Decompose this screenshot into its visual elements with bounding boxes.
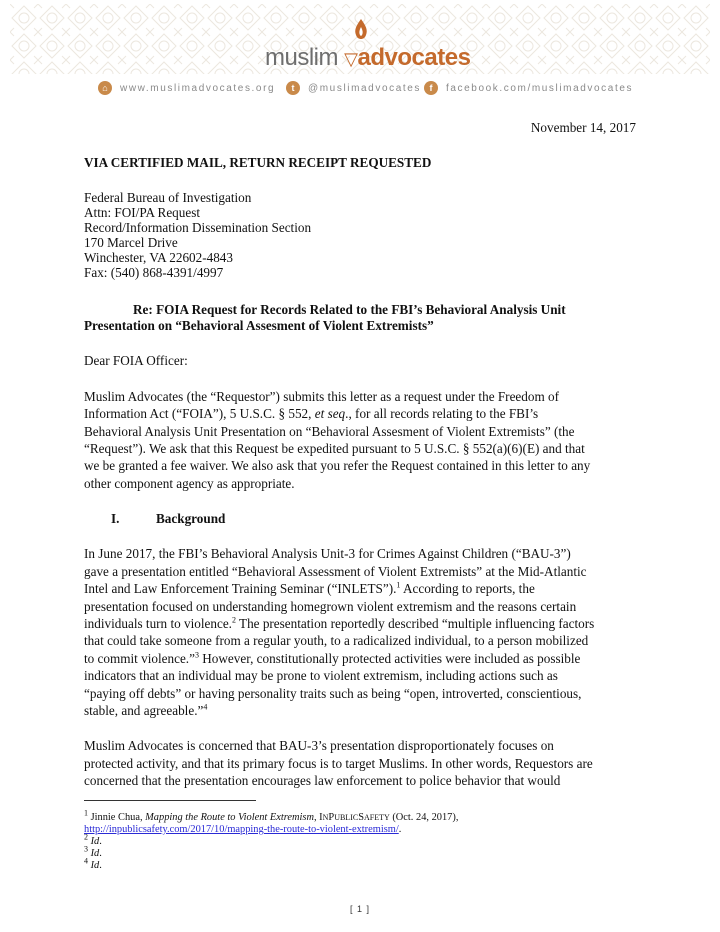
text-line: that could take someone from a regular youth, to a radicalized individual, to a person mobilized [84, 633, 589, 648]
footnote-1: $^1$ Jinnie Chua, Mapping the Route to Violent Extremism, INPUBLICSAFETY (Oct. 24, 2017), [84, 808, 459, 823]
twitter-handle[interactable]: @muslimadvocates [308, 82, 422, 94]
footnote-1-url-line: http://inpublicsafety.com/2017/10/mapping-the-route-to-violent-extremism/. [84, 824, 402, 835]
delivery-method: VIA CERTIFIED MAIL, RETURN RECEIPT REQUESTED [84, 155, 432, 170]
website-item [98, 81, 275, 95]
footnote-ref: 2 [231, 615, 236, 625]
text-line: presentation focused on understanding homegrown violent extremism and the reasons certain [84, 599, 577, 614]
text-line: gave a presentation entitled “Behavioral Assessment of Violent Extremists” at the Mid-Atlantic [84, 564, 587, 579]
facebook-icon: f [424, 81, 438, 95]
logo-advocates: advocates [357, 44, 471, 71]
footnote-separator [84, 800, 256, 801]
footnote-3: $^3$ Id. [84, 844, 102, 859]
footnote-4: $^4$ Id. [84, 856, 102, 871]
text-line: protected activity, and that its primary focus is to target Muslims. In other words, Requestors are [84, 756, 593, 771]
subject-line-2: Presentation on “Behavioral Assesment of Violent Extremists” [84, 318, 434, 333]
text-line: other component agency as appropriate. [84, 476, 295, 491]
logo-v-icon: ▽ [344, 49, 358, 69]
footnote-link[interactable]: http://inpublicsafety.com/2017/10/mapping-the-route-to-violent-extremism/ [84, 824, 399, 835]
twitter-icon: t [286, 81, 300, 95]
section-number: I. [111, 511, 120, 526]
text-line: we be granted a fee waiver. We also ask that you refer the Request contained in this letter to any [84, 458, 591, 473]
text-line: Muslim Advocates is concerned that BAU-3’s presentation disproportionately focuses on [84, 738, 554, 753]
footnote-ref: 3 [194, 650, 199, 660]
address-line: Record/Information Dissemination Section [84, 220, 312, 235]
letter-date: November 14, 2017 [530, 120, 636, 135]
footnote-ref: 4 [203, 702, 208, 712]
home-icon: ⌂ [98, 81, 112, 95]
text-line: to commit violence.”$^3$ However, constitutionally protected activities were included as possible [84, 650, 581, 666]
contact-bar [98, 80, 718, 98]
website-link[interactable]: www.muslimadvocates.org [120, 82, 276, 94]
text-line: Behavioral Analysis Unit Presentation on “Behavioral Assesment of Violent Extremists” (the [84, 424, 575, 439]
text-line: “paying off debts” or having personality traits such as being “open, introverted, conscientious, [84, 686, 582, 701]
text-line: “Request”). We ask that this Request be expedited pursuant to 5 U.S.C. § 552(a)(6)(E) and that [84, 441, 585, 456]
page-number: [ 1 ] [349, 904, 370, 914]
logo-wordmark [265, 44, 470, 72]
facebook-link[interactable]: facebook.com/muslimadvocates [446, 82, 634, 94]
logo-muslim: muslim [265, 44, 338, 71]
section-title: Background [156, 511, 226, 526]
text-line: Intel and Law Enforcement Training Seminar (“INLETS”).$^1$ According to reports, the [84, 580, 535, 596]
text-line: indicators that an individual may be prone to violent extremism, including actions such as [84, 668, 558, 683]
address-line: Winchester, VA 22602-4843 [84, 250, 233, 265]
address-line: Attn: FOI/PA Request [84, 205, 201, 220]
address-line: Federal Bureau of Investigation [84, 190, 252, 205]
subject-line-1: Re: FOIA Request for Records Related to the FBI’s Behavioral Analysis Unit [133, 302, 566, 317]
footnote-2: $^2$ Id. [84, 832, 102, 847]
text-line: stable, and agreeable.”$^4$ [84, 702, 208, 718]
logo [0, 10, 720, 70]
text-line: Muslim Advocates (the “Requestor”) submits this letter as a request under the Freedom of [84, 389, 560, 404]
text-line: individuals turn to violence.$^2$ The presentation reportedly described “multiple influencing factors [84, 615, 595, 631]
address-line: Fax: (540) 868-4391/4997 [84, 265, 224, 280]
facebook-item [424, 81, 633, 95]
twitter-item [286, 81, 421, 95]
text-line: In June 2017, the FBI’s Behavioral Analysis Unit-3 for Crimes Against Children (“BAU-3”) [84, 546, 571, 561]
salutation: Dear FOIA Officer: [84, 353, 188, 368]
flame-icon [352, 18, 370, 46]
footnote-ref: 1 [396, 580, 401, 590]
text-line: concerned that the presentation encourages law enforcement to police behavior that would [84, 773, 561, 788]
address-line: 170 Marcel Drive [84, 235, 178, 250]
text-line: Information Act (“FOIA”), 5 U.S.C. § 552, et seq., for all records relating to the FBI’s [84, 406, 539, 421]
